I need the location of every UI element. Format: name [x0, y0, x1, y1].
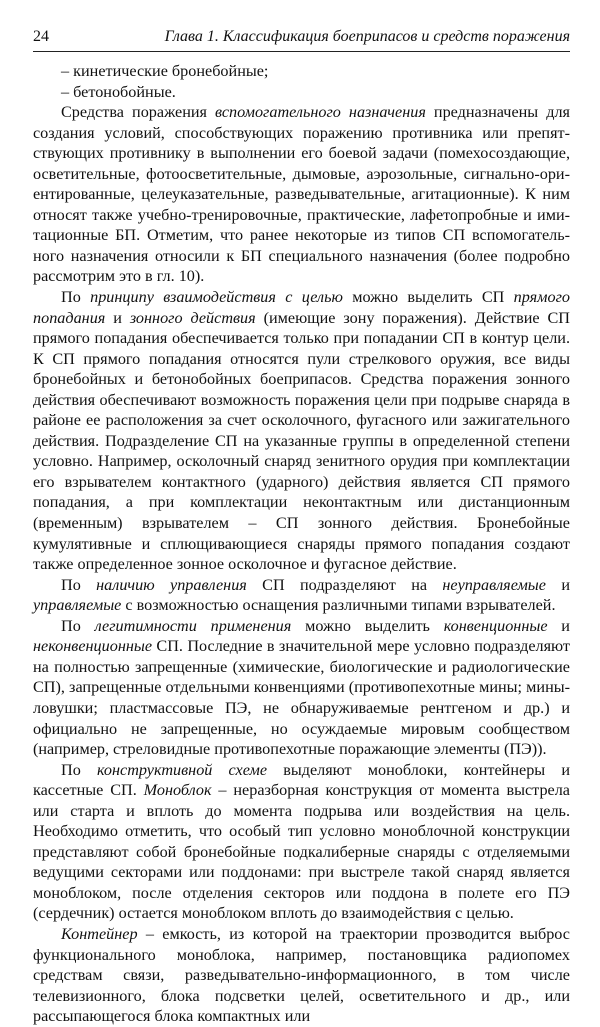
- paragraph-control: [33, 575, 570, 616]
- italic-term: конвенционные: [443, 616, 548, 635]
- page-header: [33, 27, 570, 52]
- italic-term: вспомогательного назначения: [215, 103, 426, 122]
- text-run: По: [61, 288, 91, 307]
- paragraph-legitimacy: [33, 616, 570, 760]
- italic-term: наличию управления: [96, 575, 247, 594]
- text-run: можно выделить СП: [342, 288, 514, 307]
- italic-term: управляемые: [33, 596, 122, 615]
- text-run: – емкость, из которой на траектории прозводится выброс функционального моноблока, например, постановщика радиопомех средствам связи, разведывательно-информационного, в том числе телевизионного, блока подсветки целей, осветительного и др., или рассыпающегося блока компактных или: [33, 924, 570, 1026]
- text-run: и: [547, 616, 570, 635]
- italic-term: неконвенционные: [33, 637, 153, 656]
- text-run: По: [61, 616, 95, 635]
- paragraph-interaction: [33, 287, 570, 575]
- text-run: По: [61, 760, 97, 779]
- italic-term: принципу взаимодействия с целью: [90, 288, 343, 307]
- text-run: и: [105, 308, 130, 327]
- book-page: [33, 0, 571, 1026]
- italic-term: легитимности применения: [94, 616, 292, 635]
- text-run: и: [545, 575, 570, 594]
- italic-term: зонного действия: [129, 308, 256, 327]
- text-run: – кинетические бронебойные;: [61, 62, 269, 80]
- paragraph-design: [33, 760, 570, 924]
- text-run: По: [61, 575, 97, 594]
- text-run: выделяют моноблоки, контейнеры и кассетные СП.: [33, 760, 571, 800]
- list-item: [33, 61, 570, 82]
- italic-term: конструктивной схеме: [96, 760, 268, 779]
- paragraph-auxiliary: [33, 102, 570, 287]
- text-run: можно выделить: [291, 616, 444, 635]
- running-title: Глава 1. Классификация боеприпасов и средств поражения: [164, 28, 570, 45]
- text-run: – бетонобойные.: [61, 82, 176, 101]
- text-run: (имеющие зону поражения). Действие СП прямого попадания обеспечивается только при попадании СП в контур цели. К СП прямого попадания относятся пули стрелкового оружия, все виды бронебойных и бетонобойных боеприпасов. Средства поражения зонного действия обеспечивают возможность поражения цели при подрыве снаряда в районе ее расположения за счет осколочного, фугасного или зажигательного действия. Подразделение СП на указанные группы в определенной степени условно. Например, осколочный снаряд зенитного орудия при комплектации его взрывателем контактного (ударного) действия является СП прямого попадания, а при комплектации неконтактным или дистанционным (временным) взрывателем – СП зонного действия. Бронебойные кумулятивные и сплющивающиеся снаряды прямого попадания создают также определенное зонное осколочное и фугасное действие.: [33, 308, 570, 574]
- text-run: Средства поражения: [61, 103, 216, 122]
- text-run: с возможностью оснащения различными типами взрывателей.: [121, 596, 556, 615]
- list-item: [33, 82, 570, 103]
- text-run: предназначены для создания условий, способствующих поражению противника или препятствующих противнику в выполнении его боевой задачи (помехосоздающие, осветительные, фотоосветительные, дымовые, аэрозольные, сигнально-ориентированные, целеуказательные, разведывательные, агитационные). К ним относят также учебно-тренировочные, практические, лафетопробные и имитационные БП. Отметим, что ранее некоторые из типов СП вспомогательного назначения относили к БП специального назначения (более подробно рассмотрим это в гл. 10).: [33, 103, 570, 286]
- page-number: 24: [33, 28, 49, 45]
- text-run: – неразборная конструкция от момента выстрела или старта и вплоть до момента подрыва или воздействия на цель. Необходимо отметить, что особый тип условно моноблочной конструкции представляют собой бронебойные подкалиберные снаряды с отделяемыми ведущими секторами или поддонами: при выстреле такой снаряд является моноблоком, после отделения секторов или поддона в полете его ПЭ (сердечник) остается моноблоком вплоть до взаимодействия с целью.: [33, 781, 570, 923]
- paragraph-container: [33, 924, 570, 1027]
- text-run: СП. Последние в значительной мере условно подразделяют на полностью запрещенные (химические, биологические и радиологические СП), запрещенные отдельными конвенциями (противопехотные мины; мины-ловушки; пластмассовые ПЭ, не обнаруживаемые рентгеном и др.) и официально не запрещенные, но осуждаемые мировым сообществом (например, стреловидные противопехотные поражающие элементы (ПЭ)).: [33, 637, 570, 759]
- text-run: СП подразделяют на: [246, 575, 443, 594]
- italic-term: Моноблок: [143, 781, 212, 800]
- italic-term: неуправляемые: [442, 575, 546, 594]
- italic-term: прямого попадания: [33, 288, 570, 327]
- body-text: [33, 61, 570, 1027]
- italic-term: Контейнер: [61, 924, 138, 943]
